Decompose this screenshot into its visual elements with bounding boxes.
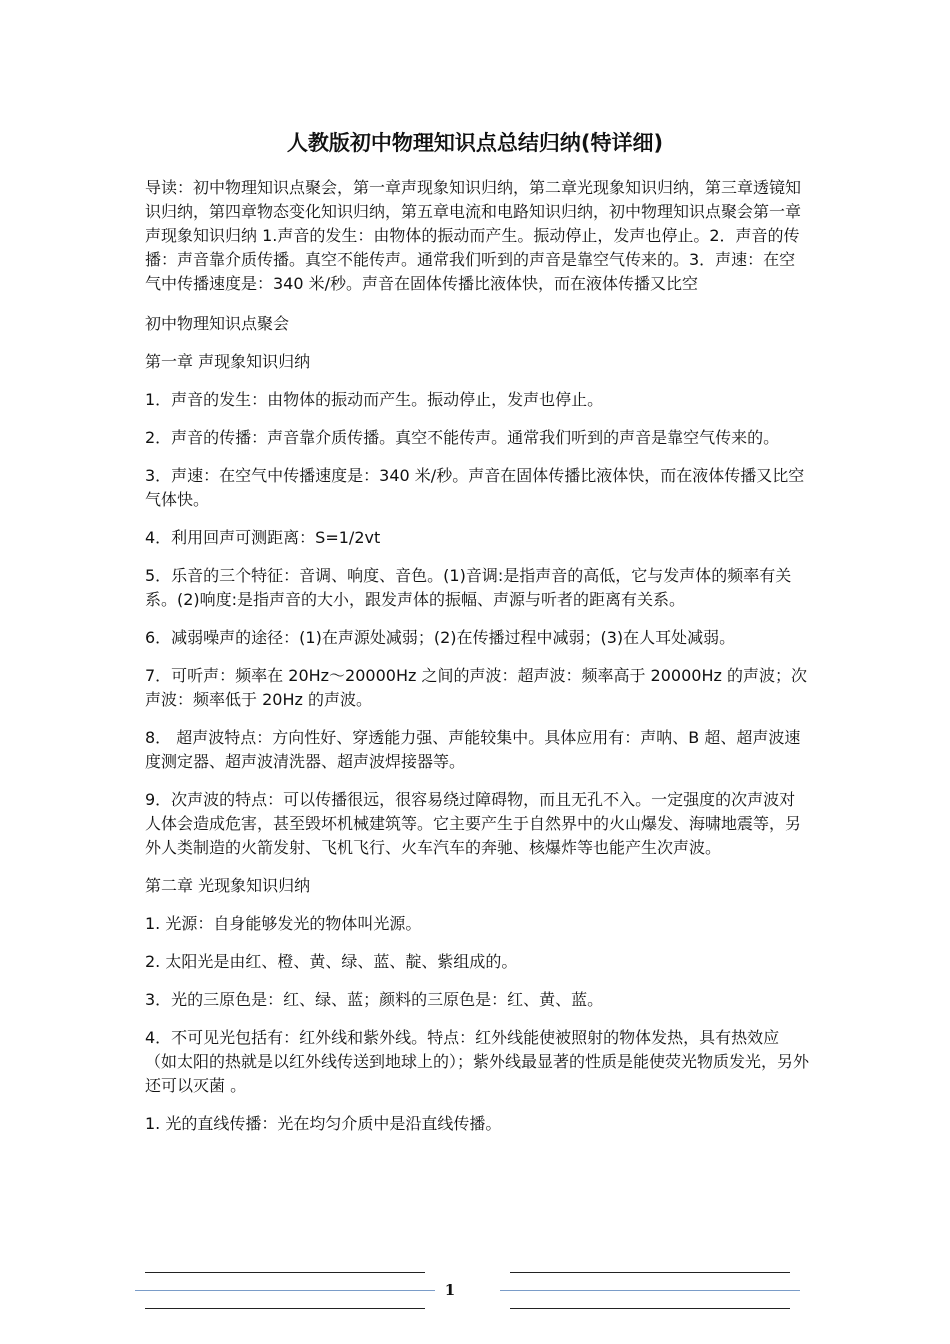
paragraph: 1. 光源：自身能够发光的物体叫光源。 <box>145 914 422 933</box>
page-number: 1 <box>444 1281 456 1299</box>
paragraph: 初中物理知识点聚会 <box>145 314 290 333</box>
paragraph: 2. 太阳光是由红、橙、黄、绿、蓝、靛、紫组成的。 <box>145 952 518 971</box>
paragraph: 5．乐音的三个特征：音调、响度、音色。(1)音调:是指声音的高低，它与发声体的频率有关系。(2)响度:是指声音的大小，跟发声体的振幅、声源与听者的距离有关系。 <box>145 566 792 609</box>
paragraph: 4．利用回声可测距离：S=1/2vt <box>145 528 381 547</box>
document-title: 人教版初中物理知识点总结归纳(特详细) <box>286 131 664 155</box>
paragraph: 2．声音的传播：声音靠介质传播。真空不能传声。通常我们听到的声音是靠空气传来的。 <box>145 428 780 447</box>
chapter-heading: 第一章 声现象知识归纳 <box>145 352 311 371</box>
footer-rule-middle-right <box>500 1290 800 1291</box>
page-footer <box>0 1270 950 1320</box>
intro-paragraph: 导读：初中物理知识点聚会，第一章声现象知识归纳，第二章光现象知识归纳，第三章透镜知识归纳，第四章物态变化知识归纳，第五章电流和电路知识归纳，初中物理知识点聚会第一章声现象知识归纳 1.声音的发生：由物体的振动而产生。振动停止，发声也停止。2．声音的传播：声音靠介质传播。真空不能传声。通常我们听到的声音是靠空气传来的。3．声速：在空气中传播速度是：340 米/秒。声音在固体传播比液体快，而在液体传播又比空 <box>145 178 802 293</box>
document-body <box>145 176 810 1150</box>
paragraph: 3．声速：在空气中传播速度是：340 米/秒。声音在固体传播比液体快，而在液体传播又比空气体快。 <box>145 466 805 509</box>
chapter-heading: 第二章 光现象知识归纳 <box>145 876 311 895</box>
paragraph: 8． 超声波特点：方向性好、穿透能力强、声能较集中。具体应用有：声呐、B 超、超声波速度测定器、超声波清洗器、超声波焊接器等。 <box>145 728 801 771</box>
paragraph: 4．不可见光包括有：红外线和紫外线。特点：红外线能使被照射的物体发热，具有热效应（如太阳的热就是以红外线传送到地球上的）；紫外线最显著的性质是能使荧光物质发光，另外还可以灭菌 。 <box>145 1028 810 1095</box>
footer-rule-bottom-left <box>145 1308 425 1309</box>
footer-rule-bottom-right <box>510 1308 790 1309</box>
paragraph: 9．次声波的特点：可以传播很远，很容易绕过障碍物，而且无孔不入。一定强度的次声波对人体会造成危害，甚至毁坏机械建筑等。它主要产生于自然界中的火山爆发、海啸地震等，另外人类制造的火箭发射、飞机飞行、火车汽车的奔驰、核爆炸等也能产生次声波。 <box>145 790 802 857</box>
paragraph: 3．光的三原色是：红、绿、蓝；颜料的三原色是：红、黄、蓝。 <box>145 990 604 1009</box>
paragraph: 7．可听声：频率在 20Hz～20000Hz 之间的声波：超声波：频率高于 20000Hz 的声波；次声波：频率低于 20Hz 的声波。 <box>145 666 807 709</box>
footer-rule-top-right <box>510 1272 790 1273</box>
paragraph: 1. 光的直线传播：光在均匀介质中是沿直线传播。 <box>145 1114 502 1133</box>
footer-rule-middle-left <box>135 1290 435 1291</box>
paragraph: 1．声音的发生：由物体的振动而产生。振动停止，发声也停止。 <box>145 390 604 409</box>
paragraph: 6．减弱噪声的途径：(1)在声源处减弱；(2)在传播过程中减弱；(3)在人耳处减弱。 <box>145 628 736 647</box>
footer-rule-top-left <box>145 1272 425 1273</box>
